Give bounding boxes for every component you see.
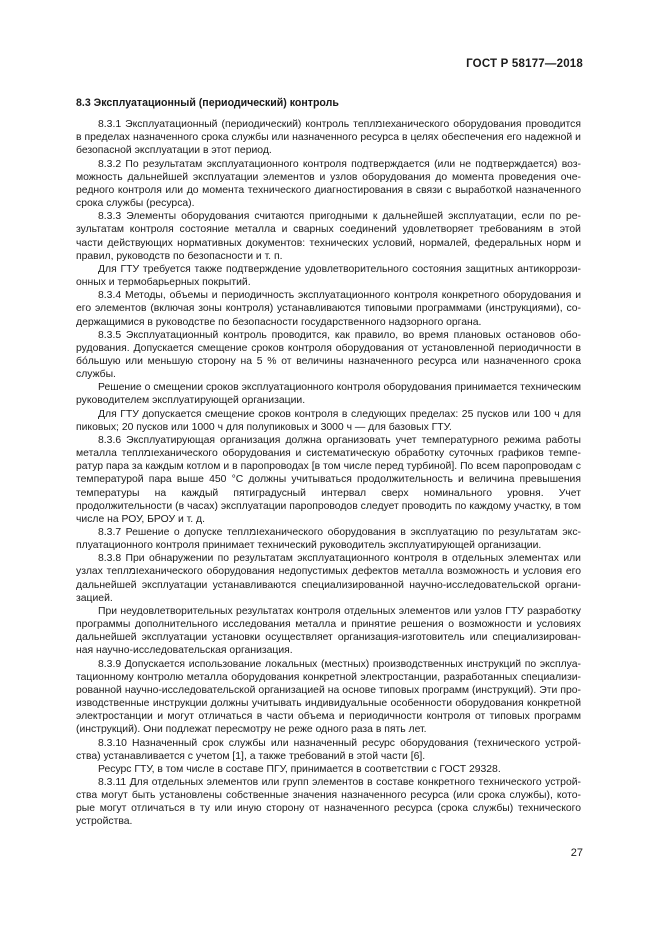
paragraph-decision-shift: Решение о смещении сроков эксплуатационного контроля оборудования принимается техническим руководителем эксплуатирующей организации.	[76, 382, 581, 407]
paragraph-8-3-8: 8.3.8 При обнаружении по результатам эксплуатационного контроля в отдельных элементах или узлах теплומеханического оборудования недопустимых дефектов металла возможность и условия его дальнейшей эксплуатации устанавливаются специализированной научно-исследовательской организацией.	[76, 553, 581, 604]
paragraph-gtu-unsatisfactory: При неудовлетворительных результатах контроля отдельных элементов или узлов ГТУ разработку программы дополнительного исследования металла и принятие решения о возможности и условиях дальнейшей эксплуатации установки осуществляет организация-изготовитель или специализированная научно-исследовательская организация.	[76, 605, 581, 657]
paragraph-8-3-2: 8.3.2 По результатам эксплуатационного контроля подтверждается (или не подтверждается) возможность дальнейшей эксплуатации элементов и узлов оборудования до момента проведения очередного контроля или до момента технического диагностирования в связи с выработкой назначенного срока службы (ресурса).	[76, 158, 581, 210]
section-body	[76, 97, 581, 829]
section-title: 8.3 Эксплуатационный (периодический) контроль	[76, 97, 339, 109]
document-header: ГОСТ Р 58177—2018	[466, 58, 583, 70]
paragraph-8-3-5: 8.3.5 Эксплуатационный контроль проводится, как правило, во время плановых остановов оборудования. Допускается смещение сроков контроля оборудования от установленной периодичности в бо́льшую или меньшую сторону на 5 % от величины назначенного ресурса или назначенного срока службы.	[76, 329, 581, 381]
paragraph-8-3-10: 8.3.10 Назначенный срок службы или назначенный ресурс оборудования (технического устройства) устанавливается с учетом [1], а также требований в этой части [6].	[76, 737, 581, 762]
paragraph-8-3-4: 8.3.4 Методы, объемы и периодичность эксплуатационного контроля конкретного оборудования и его элементов (включая зоны контроля) устанавливаются типовыми программами (инструкциями), содержащимися в руководстве по безопасности государственного надзорного органа.	[76, 290, 581, 328]
paragraph-8-3-11: 8.3.11 Для отдельных элементов или групп элементов в составе конкретного технического устройства могут быть установлены собственные значения назначенного ресурса (или срока службы), которые могут отличаться в ту или иную сторону от назначенного ресурса (срока службы) технического устройства.	[76, 776, 581, 828]
paragraph-8-3-7: 8.3.7 Решение о допуске теплומеханического оборудования в эксплуатацию по результатам эксплуатационного контроля принимает технический руководитель эксплуатирующей организации.	[76, 527, 581, 552]
page-number: 27	[570, 847, 583, 859]
paragraph-8-3-1: 8.3.1 Эксплуатационный (периодический) контроль теплומеханического оборудования проводится в пределах назначенного срока службы или назначенного ресурса в целях обеспечения его надежной и безопасной эксплуатации в этот период.	[76, 119, 581, 157]
paragraph-8-3-3: 8.3.3 Элементы оборудования считаются пригодными к дальнейшей эксплуатации, если по результатам контроля состояние металла и сварных соединений удовлетворяет требованиям в этой части действующих нормативных документов: технических условий, нормалей, федеральных норм и правил, руководств по безопасности и т. п.	[76, 211, 581, 262]
paragraph-gtu-shift-limits: Для ГТУ допускается смещение сроков контроля в следующих пределах: 25 пусков или 100 ч для пиковых; 20 пусков или 1000 ч для полупиковых и 3000 ч — для базовых ГТУ.	[76, 408, 581, 433]
paragraph-8-3-9: 8.3.9 Допускается использование локальных (местных) производственных инструкций по эксплуатационному контролю металла оборудования конкретной электростанции, разработанных специализированной научно-исследовательской организацией на основе типовых программ (инструкций). Эти производственные инструкции должны учитывать индивидуальные особенности оборудования конкретной электростанции и могут отличаться в части объема и периодичности контроля от типовых программ (инструкций). Они подлежат пересмотру не реже одного раза в пять лет.	[76, 658, 581, 736]
paragraph-gtu-resource: Ресурс ГТУ, в том числе в составе ПГУ, принимается в соответствии с ГОСТ 29328.	[98, 763, 501, 775]
paragraph-8-3-6: 8.3.6 Эксплуатирующая организация должна организовать учет температурного режима работы металла теплומеханического оборудования и систематическую обработку суточных графиков температур пара за каждым котлом и в паропроводах [в том числе перед турбиной]. По всем паропроводам с температурой пара выше 450 °С должны учитываться продолжительность и величина превышения температуры на каждый пятиградусный интервал сверх номинального уровня. Учет продолжительности (в часах) эксплуатации паропроводов следует проводить по каждому участку, в том числе на РОУ, БРОУ и т. д.	[76, 434, 581, 525]
paragraph-gtu-coatings: Для ГТУ требуется также подтверждение удовлетворительного состояния защитных антикоррозионных и термобарьерных покрытий.	[76, 263, 581, 289]
